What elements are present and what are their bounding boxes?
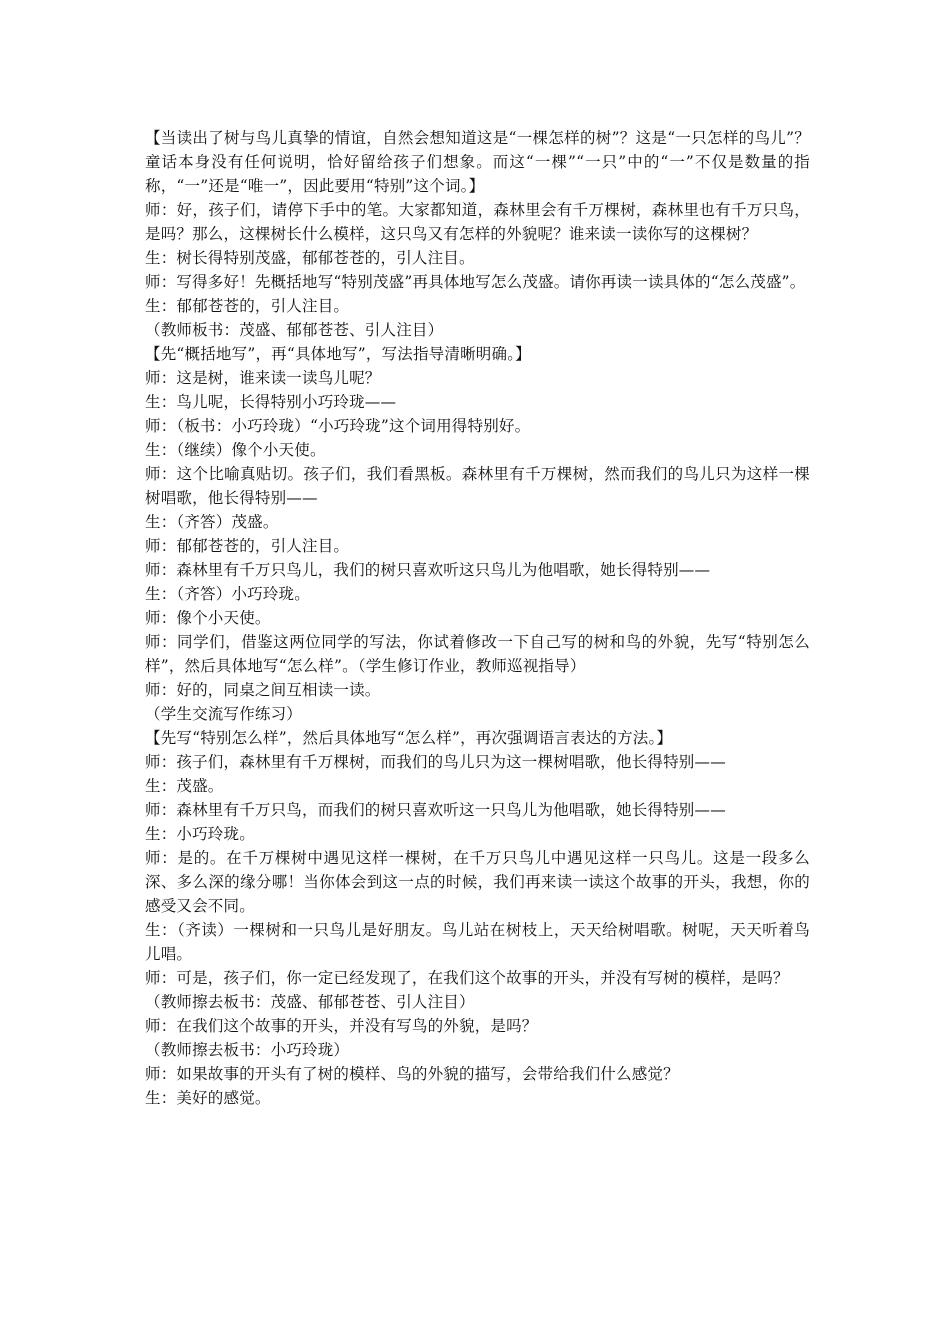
commentary-paragraph: 【先写“特别怎么样”，然后具体地写“怎么样”，再次强调语言表达的方法。】 <box>145 729 673 747</box>
dialogue-line: 师：好，孩子们，请停下手中的笔。大家都知道，森林里会有千万棵树，森林里也有千万只鸟，是吗？那么，这棵树长什么模样，这只鸟又有怎样的外貌呢？谁来读一读你写的这棵树？ <box>145 201 810 243</box>
stage-note: （教师板书：茂盛、郁郁苍苍、引人注目） <box>145 321 444 339</box>
commentary-paragraph: 【先“概括地写”，再“具体地写”，写法指导清晰明确。】 <box>145 345 531 363</box>
dialogue-line: 师：是的。在千万棵树中遇见这样一棵树，在千万只鸟儿中遇见这样一只鸟儿。这是一段多么深、多么深的缘分哪！当你体会到这一点的时候，我们再来读一读这个故事的开头，我想，你的感受又会不同。 <box>145 849 810 915</box>
stage-note: （学生交流写作练习） <box>145 705 303 723</box>
dialogue-line: 生：茂盛。 <box>145 777 224 795</box>
dialogue-line: 师：好的，同桌之间互相读一读。 <box>145 681 381 699</box>
dialogue-line: 师：孩子们，森林里有千万棵树，而我们的鸟儿只为这一棵树唱歌，他长得特别—— <box>145 753 726 771</box>
stage-note: （教师擦去板书：小巧玲珑） <box>145 1041 350 1059</box>
dialogue-line: 师：像个小天使。 <box>145 609 271 627</box>
dialogue-line: 生：树长得特别茂盛，郁郁苍苍的，引人注目。 <box>145 249 475 267</box>
dialogue-line: 生：（继续）像个小天使。 <box>145 441 326 459</box>
dialogue-line: 生：（齐读）一棵树和一只鸟儿是好朋友。鸟儿站在树枝上，天天给树唱歌。树呢，天天听着鸟儿唱。 <box>145 921 810 963</box>
dialogue-line: 生：鸟儿呢，长得特别小巧玲珑—— <box>145 393 397 411</box>
dialogue-line: 师：这是树，谁来读一读鸟儿呢？ <box>145 369 381 387</box>
dialogue-line: 师：如果故事的开头有了树的模样、鸟的外貌的描写，会带给我们什么感觉？ <box>145 1065 679 1083</box>
dialogue-line: 师：可是，孩子们，你一定已经发现了，在我们这个故事的开头，并没有写树的模样，是吗？ <box>145 969 789 987</box>
commentary-paragraph: 【当读出了树与鸟儿真挚的情谊，自然会想知道这是“一棵怎样的树”？这是“一只怎样的鸟儿”？童话本身没有任何说明，恰好留给孩子们想象。而这“一棵”“一只”中的“一”不仅是数量的指称，“一”还是“唯一”，因此要用“特别”这个词。】 <box>145 129 810 195</box>
dialogue-line: 生：小巧玲珑。 <box>145 825 255 843</box>
dialogue-line: 师：在我们这个故事的开头，并没有写鸟的外貌，是吗？ <box>145 1017 538 1035</box>
dialogue-line: 师：这个比喻真贴切。孩子们，我们看黑板。森林里有千万棵树，然而我们的鸟儿只为这样一棵树唱歌，他长得特别—— <box>145 465 810 507</box>
document-body <box>145 126 810 1110</box>
dialogue-line: 师：同学们，借鉴这两位同学的写法，你试着修改一下自己写的树和鸟的外貌，先写“特别怎么样”，然后具体地写“怎么样”。（学生修订作业，教师巡视指导） <box>145 633 810 675</box>
stage-note: （教师擦去板书：茂盛、郁郁苍苍、引人注目） <box>145 993 475 1011</box>
dialogue-line: 师：（板书：小巧玲珑）“小巧玲珑”这个词用得特别好。 <box>145 417 531 435</box>
dialogue-line: 生：（齐答）小巧玲珑。 <box>145 585 310 603</box>
dialogue-line: 生：美好的感觉。 <box>145 1089 271 1107</box>
dialogue-line: 师：森林里有千万只鸟，而我们的树只喜欢听这一只鸟儿为他唱歌，她长得特别—— <box>145 801 726 819</box>
dialogue-line: 师：郁郁苍苍的，引人注目。 <box>145 537 350 555</box>
dialogue-line: 师：写得多好！先概括地写“特别茂盛”再具体地写怎么茂盛。请你再读一读具体的“怎么茂盛”。 <box>145 273 806 291</box>
dialogue-line: 生：（齐答）茂盛。 <box>145 513 279 531</box>
dialogue-line: 师：森林里有千万只鸟儿，我们的树只喜欢听这只鸟儿为他唱歌，她长得特别—— <box>145 561 711 579</box>
dialogue-line: 生：郁郁苍苍的，引人注目。 <box>145 297 350 315</box>
